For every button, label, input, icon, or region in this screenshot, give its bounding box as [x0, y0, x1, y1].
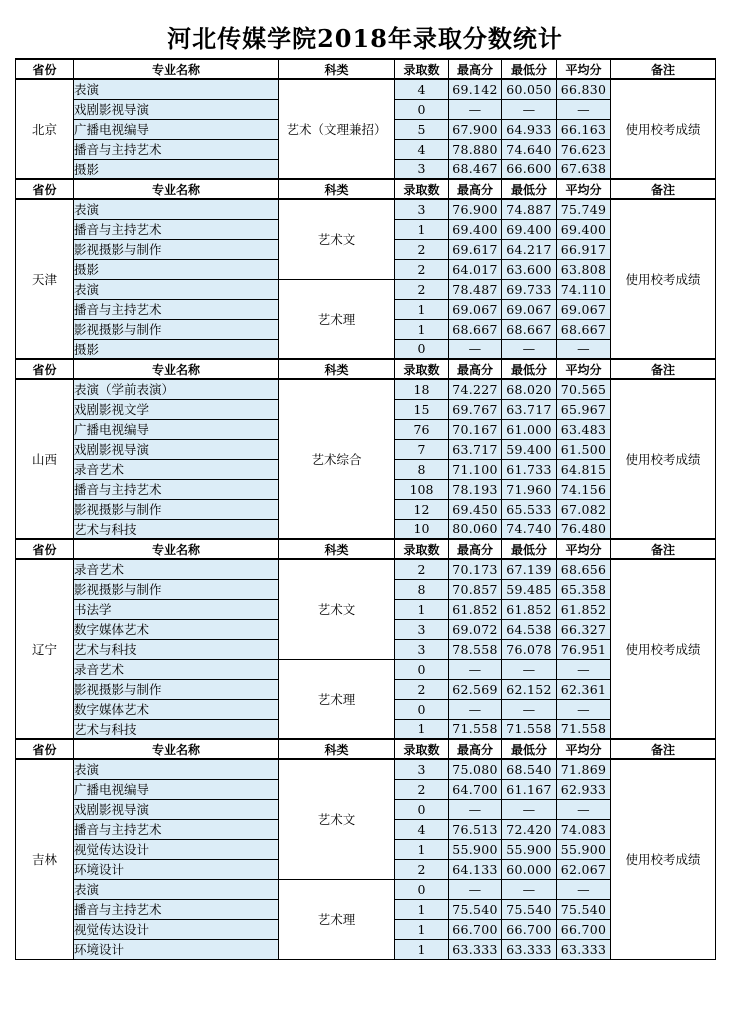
count-cell: 3	[395, 759, 449, 779]
avg-score-header: 平均分	[557, 739, 611, 759]
table-row	[16, 79, 716, 99]
min-score-cell: 60.000	[502, 859, 557, 879]
count-cell: 0	[395, 879, 449, 899]
province-header: 省份	[16, 59, 74, 79]
max-score-cell: 63.333	[449, 939, 502, 959]
count-header: 录取数	[395, 539, 449, 559]
major-cell: 录音艺术	[74, 659, 279, 679]
major-header: 专业名称	[74, 179, 279, 199]
min-score-cell: 66.600	[502, 159, 557, 179]
min-score-cell: —	[502, 799, 557, 819]
max-score-cell: 64.133	[449, 859, 502, 879]
major-cell: 表演	[74, 199, 279, 219]
max-score-cell: 78.880	[449, 139, 502, 159]
note-cell: 使用校考成绩	[611, 79, 716, 179]
count-cell: 12	[395, 499, 449, 519]
category-header: 科类	[279, 179, 395, 199]
max-score-cell: 61.852	[449, 599, 502, 619]
major-cell: 广播电视编导	[74, 119, 279, 139]
max-score-cell: 80.060	[449, 519, 502, 539]
avg-score-header: 平均分	[557, 539, 611, 559]
min-score-header: 最低分	[502, 739, 557, 759]
avg-score-cell: 74.110	[557, 279, 611, 299]
max-score-cell: —	[449, 659, 502, 679]
count-cell: 10	[395, 519, 449, 539]
major-header: 专业名称	[74, 539, 279, 559]
avg-score-cell: 66.917	[557, 239, 611, 259]
avg-score-cell: 68.656	[557, 559, 611, 579]
count-cell: 5	[395, 119, 449, 139]
major-cell: 艺术与科技	[74, 639, 279, 659]
avg-score-cell: 63.808	[557, 259, 611, 279]
category-cell: 艺术文	[279, 759, 395, 879]
category-cell: 艺术理	[279, 659, 395, 739]
min-score-cell: 74.740	[502, 519, 557, 539]
min-score-cell: 60.050	[502, 79, 557, 99]
avg-score-header: 平均分	[557, 59, 611, 79]
major-cell: 广播电视编导	[74, 779, 279, 799]
min-score-cell: —	[502, 699, 557, 719]
major-header: 专业名称	[74, 739, 279, 759]
min-score-cell: 64.217	[502, 239, 557, 259]
max-score-cell: 55.900	[449, 839, 502, 859]
count-cell: 2	[395, 859, 449, 879]
major-cell: 环境设计	[74, 859, 279, 879]
major-cell: 播音与主持艺术	[74, 139, 279, 159]
major-cell: 表演	[74, 759, 279, 779]
count-cell: 2	[395, 559, 449, 579]
max-score-cell: 70.857	[449, 579, 502, 599]
max-score-cell: —	[449, 339, 502, 359]
major-cell: 表演	[74, 279, 279, 299]
avg-score-cell: 65.967	[557, 399, 611, 419]
min-score-cell: 72.420	[502, 819, 557, 839]
min-score-cell: 75.540	[502, 899, 557, 919]
count-cell: 7	[395, 439, 449, 459]
note-cell: 使用校考成绩	[611, 559, 716, 739]
min-score-cell: 64.538	[502, 619, 557, 639]
count-header: 录取数	[395, 179, 449, 199]
table-body	[16, 59, 716, 959]
min-score-cell: 55.900	[502, 839, 557, 859]
count-cell: 76	[395, 419, 449, 439]
avg-score-cell: 64.815	[557, 459, 611, 479]
header-row	[16, 179, 716, 199]
avg-score-cell: —	[557, 659, 611, 679]
note-cell: 使用校考成绩	[611, 379, 716, 539]
max-score-cell: 69.450	[449, 499, 502, 519]
count-cell: 0	[395, 659, 449, 679]
count-cell: 108	[395, 479, 449, 499]
major-cell: 录音艺术	[74, 559, 279, 579]
max-score-cell: 69.142	[449, 79, 502, 99]
avg-score-cell: 62.067	[557, 859, 611, 879]
min-score-cell: 61.167	[502, 779, 557, 799]
max-score-cell: 71.100	[449, 459, 502, 479]
min-score-cell: —	[502, 659, 557, 679]
count-cell: 3	[395, 639, 449, 659]
avg-score-cell: 69.067	[557, 299, 611, 319]
min-score-cell: 63.600	[502, 259, 557, 279]
max-score-header: 最高分	[449, 59, 502, 79]
major-cell: 广播电视编导	[74, 419, 279, 439]
avg-score-cell: 69.400	[557, 219, 611, 239]
province-cell: 辽宁	[16, 559, 74, 739]
avg-score-cell: 71.558	[557, 719, 611, 739]
min-score-header: 最低分	[502, 59, 557, 79]
major-header: 专业名称	[74, 359, 279, 379]
max-score-cell: 69.767	[449, 399, 502, 419]
count-cell: 4	[395, 79, 449, 99]
max-score-header: 最高分	[449, 739, 502, 759]
avg-score-cell: 61.852	[557, 599, 611, 619]
major-cell: 戏剧影视文学	[74, 399, 279, 419]
avg-score-header: 平均分	[557, 359, 611, 379]
avg-score-cell: 55.900	[557, 839, 611, 859]
major-cell: 视觉传达设计	[74, 839, 279, 859]
avg-score-cell: 76.951	[557, 639, 611, 659]
max-score-cell: 74.227	[449, 379, 502, 399]
major-cell: 摄影	[74, 339, 279, 359]
min-score-cell: 69.067	[502, 299, 557, 319]
max-score-header: 最高分	[449, 539, 502, 559]
max-score-cell: 69.617	[449, 239, 502, 259]
count-cell: 0	[395, 699, 449, 719]
major-cell: 影视摄影与制作	[74, 579, 279, 599]
note-cell: 使用校考成绩	[611, 199, 716, 359]
count-cell: 15	[395, 399, 449, 419]
max-score-cell: —	[449, 699, 502, 719]
count-header: 录取数	[395, 359, 449, 379]
note-header: 备注	[611, 539, 716, 559]
category-cell: 艺术理	[279, 879, 395, 959]
min-score-cell: 69.733	[502, 279, 557, 299]
province-header: 省份	[16, 179, 74, 199]
count-cell: 3	[395, 619, 449, 639]
count-cell: 1	[395, 719, 449, 739]
avg-score-cell: —	[557, 99, 611, 119]
major-cell: 视觉传达设计	[74, 919, 279, 939]
max-score-cell: 66.700	[449, 919, 502, 939]
major-cell: 表演	[74, 879, 279, 899]
count-cell: 1	[395, 939, 449, 959]
count-cell: 3	[395, 199, 449, 219]
avg-score-cell: 76.623	[557, 139, 611, 159]
max-score-cell: 68.467	[449, 159, 502, 179]
major-cell: 影视摄影与制作	[74, 499, 279, 519]
min-score-header: 最低分	[502, 359, 557, 379]
count-cell: 2	[395, 239, 449, 259]
max-score-cell: 75.540	[449, 899, 502, 919]
page-title: 河北传媒学院2018年录取分数统计	[167, 24, 563, 53]
avg-score-cell: 74.083	[557, 819, 611, 839]
min-score-cell: 61.000	[502, 419, 557, 439]
major-cell: 表演	[74, 79, 279, 99]
count-cell: 1	[395, 839, 449, 859]
category-cell: 艺术综合	[279, 379, 395, 539]
category-header: 科类	[279, 739, 395, 759]
avg-score-cell: —	[557, 879, 611, 899]
avg-score-cell: 63.483	[557, 419, 611, 439]
max-score-cell: 76.513	[449, 819, 502, 839]
max-score-cell: —	[449, 799, 502, 819]
count-cell: 4	[395, 139, 449, 159]
major-cell: 表演（学前表演）	[74, 379, 279, 399]
table-row	[16, 199, 716, 219]
major-cell: 播音与主持艺术	[74, 299, 279, 319]
table-row	[16, 379, 716, 399]
max-score-cell: —	[449, 99, 502, 119]
avg-score-cell: 66.163	[557, 119, 611, 139]
min-score-header: 最低分	[502, 179, 557, 199]
avg-score-cell: 76.480	[557, 519, 611, 539]
count-cell: 1	[395, 899, 449, 919]
major-cell: 影视摄影与制作	[74, 319, 279, 339]
count-cell: 2	[395, 679, 449, 699]
count-cell: 2	[395, 779, 449, 799]
avg-score-cell: 62.933	[557, 779, 611, 799]
avg-score-header: 平均分	[557, 179, 611, 199]
header-row	[16, 59, 716, 79]
note-cell: 使用校考成绩	[611, 759, 716, 959]
min-score-cell: 62.152	[502, 679, 557, 699]
count-cell: 2	[395, 259, 449, 279]
header-row	[16, 359, 716, 379]
count-cell: 2	[395, 279, 449, 299]
max-score-cell: 71.558	[449, 719, 502, 739]
min-score-cell: 66.700	[502, 919, 557, 939]
max-score-header: 最高分	[449, 179, 502, 199]
avg-score-cell: 68.667	[557, 319, 611, 339]
province-header: 省份	[16, 539, 74, 559]
avg-score-cell: 75.749	[557, 199, 611, 219]
table-row	[16, 559, 716, 579]
major-cell: 数字媒体艺术	[74, 699, 279, 719]
avg-score-cell: 66.830	[557, 79, 611, 99]
major-cell: 艺术与科技	[74, 719, 279, 739]
min-score-cell: —	[502, 99, 557, 119]
count-cell: 1	[395, 919, 449, 939]
province-cell: 北京	[16, 79, 74, 179]
count-cell: 0	[395, 339, 449, 359]
note-header: 备注	[611, 179, 716, 199]
max-score-cell: 70.173	[449, 559, 502, 579]
major-cell: 播音与主持艺术	[74, 219, 279, 239]
count-cell: 4	[395, 819, 449, 839]
avg-score-cell: 67.638	[557, 159, 611, 179]
min-score-cell: 68.020	[502, 379, 557, 399]
major-cell: 播音与主持艺术	[74, 479, 279, 499]
max-score-cell: 78.558	[449, 639, 502, 659]
max-score-cell: 76.900	[449, 199, 502, 219]
note-header: 备注	[611, 739, 716, 759]
header-row	[16, 739, 716, 759]
min-score-cell: —	[502, 339, 557, 359]
count-cell: 3	[395, 159, 449, 179]
avg-score-cell: 66.700	[557, 919, 611, 939]
max-score-header: 最高分	[449, 359, 502, 379]
major-cell: 播音与主持艺术	[74, 819, 279, 839]
min-score-header: 最低分	[502, 539, 557, 559]
avg-score-cell: 65.358	[557, 579, 611, 599]
min-score-cell: 61.733	[502, 459, 557, 479]
major-cell: 戏剧影视导演	[74, 799, 279, 819]
max-score-cell: 75.080	[449, 759, 502, 779]
avg-score-cell: 75.540	[557, 899, 611, 919]
min-score-cell: 59.400	[502, 439, 557, 459]
max-score-cell: 69.067	[449, 299, 502, 319]
min-score-cell: 61.852	[502, 599, 557, 619]
avg-score-cell: 62.361	[557, 679, 611, 699]
max-score-cell: 67.900	[449, 119, 502, 139]
major-cell: 戏剧影视导演	[74, 439, 279, 459]
major-cell: 影视摄影与制作	[74, 239, 279, 259]
count-cell: 8	[395, 579, 449, 599]
category-cell: 艺术理	[279, 279, 395, 359]
category-header: 科类	[279, 59, 395, 79]
min-score-cell: —	[502, 879, 557, 899]
note-header: 备注	[611, 359, 716, 379]
min-score-cell: 68.667	[502, 319, 557, 339]
category-cell: 艺术文	[279, 559, 395, 659]
min-score-cell: 68.540	[502, 759, 557, 779]
min-score-cell: 71.558	[502, 719, 557, 739]
count-cell: 1	[395, 319, 449, 339]
major-cell: 艺术与科技	[74, 519, 279, 539]
major-cell: 播音与主持艺术	[74, 899, 279, 919]
min-score-cell: 76.078	[502, 639, 557, 659]
major-cell: 摄影	[74, 159, 279, 179]
count-cell: 1	[395, 299, 449, 319]
count-cell: 0	[395, 799, 449, 819]
max-score-cell: 64.700	[449, 779, 502, 799]
min-score-cell: 59.485	[502, 579, 557, 599]
avg-score-cell: 61.500	[557, 439, 611, 459]
avg-score-cell: —	[557, 339, 611, 359]
province-cell: 山西	[16, 379, 74, 539]
max-score-cell: 69.400	[449, 219, 502, 239]
province-cell: 天津	[16, 199, 74, 359]
province-header: 省份	[16, 739, 74, 759]
table-row	[16, 759, 716, 779]
avg-score-cell: 67.082	[557, 499, 611, 519]
count-cell: 18	[395, 379, 449, 399]
avg-score-cell: 63.333	[557, 939, 611, 959]
min-score-cell: 63.333	[502, 939, 557, 959]
avg-score-cell: —	[557, 799, 611, 819]
avg-score-cell: 71.869	[557, 759, 611, 779]
major-cell: 书法学	[74, 599, 279, 619]
min-score-cell: 64.933	[502, 119, 557, 139]
max-score-cell: 64.017	[449, 259, 502, 279]
major-cell: 影视摄影与制作	[74, 679, 279, 699]
avg-score-cell: 66.327	[557, 619, 611, 639]
category-cell: 艺术（文理兼招）	[279, 79, 395, 179]
major-cell: 摄影	[74, 259, 279, 279]
category-cell: 艺术文	[279, 199, 395, 279]
min-score-cell: 74.640	[502, 139, 557, 159]
category-header: 科类	[279, 539, 395, 559]
major-cell: 录音艺术	[74, 459, 279, 479]
avg-score-cell: —	[557, 699, 611, 719]
major-cell: 戏剧影视导演	[74, 99, 279, 119]
max-score-cell: 69.072	[449, 619, 502, 639]
major-cell: 数字媒体艺术	[74, 619, 279, 639]
category-header: 科类	[279, 359, 395, 379]
province-cell: 吉林	[16, 759, 74, 959]
count-header: 录取数	[395, 739, 449, 759]
max-score-cell: 63.717	[449, 439, 502, 459]
count-header: 录取数	[395, 59, 449, 79]
max-score-cell: —	[449, 879, 502, 899]
admission-score-table	[15, 58, 716, 960]
min-score-cell: 71.960	[502, 479, 557, 499]
min-score-cell: 69.400	[502, 219, 557, 239]
max-score-cell: 68.667	[449, 319, 502, 339]
avg-score-cell: 74.156	[557, 479, 611, 499]
max-score-cell: 62.569	[449, 679, 502, 699]
count-cell: 1	[395, 599, 449, 619]
count-cell: 1	[395, 219, 449, 239]
min-score-cell: 65.533	[502, 499, 557, 519]
header-row	[16, 539, 716, 559]
count-cell: 8	[395, 459, 449, 479]
avg-score-cell: 70.565	[557, 379, 611, 399]
min-score-cell: 74.887	[502, 199, 557, 219]
note-header: 备注	[611, 59, 716, 79]
max-score-cell: 70.167	[449, 419, 502, 439]
province-header: 省份	[16, 359, 74, 379]
major-cell: 环境设计	[74, 939, 279, 959]
min-score-cell: 63.717	[502, 399, 557, 419]
max-score-cell: 78.193	[449, 479, 502, 499]
max-score-cell: 78.487	[449, 279, 502, 299]
major-header: 专业名称	[74, 59, 279, 79]
min-score-cell: 67.139	[502, 559, 557, 579]
count-cell: 0	[395, 99, 449, 119]
